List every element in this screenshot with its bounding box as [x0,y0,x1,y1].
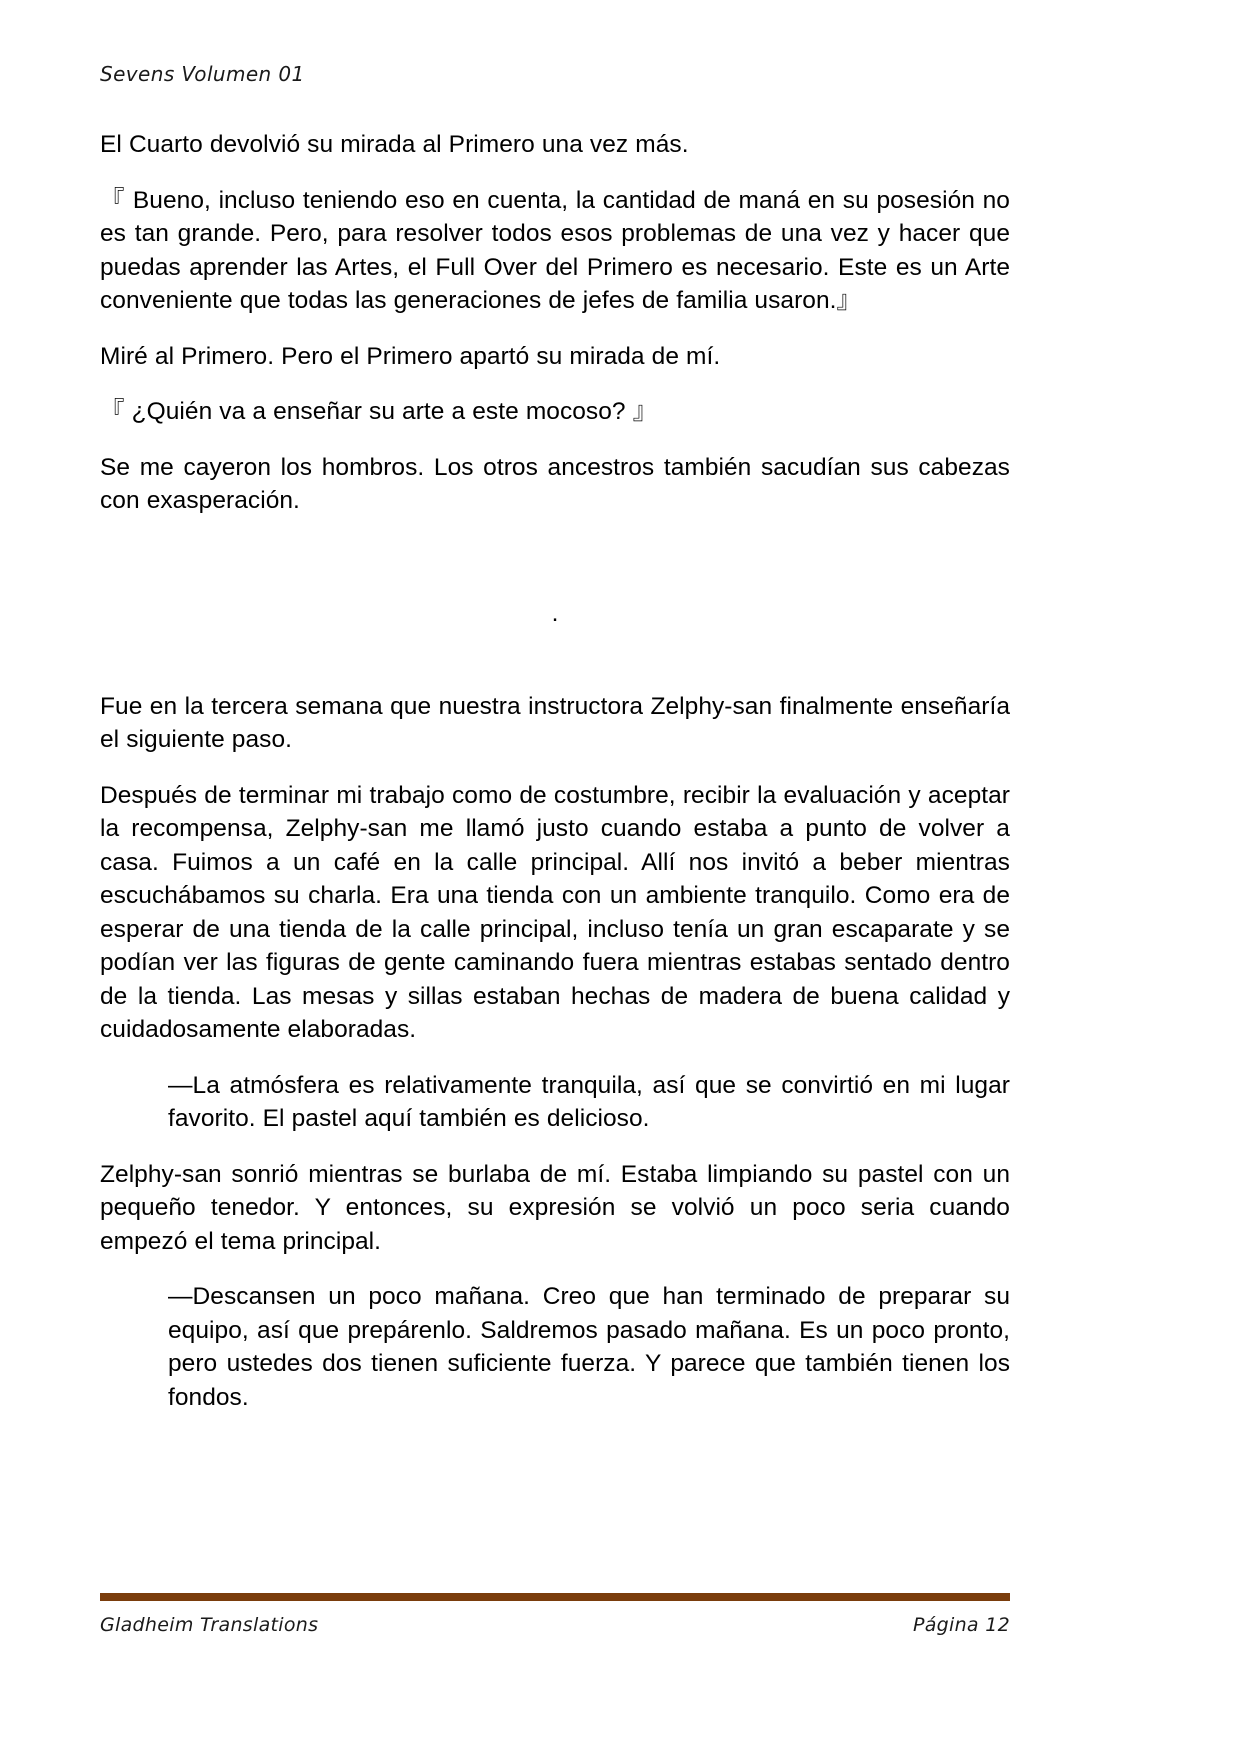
paragraph-6: Fue en la tercera semana que nuestra instructora Zelphy-san finalmente enseñaría el siguiente paso. [100,692,1010,753]
paragraph-3: Miré al Primero. Pero el Primero apartó su mirada de mí. [100,342,721,370]
scene-break-dot: . [551,599,559,627]
paragraph-7: Después de terminar mi trabajo como de costumbre, recibir la evaluación y aceptar la recompensa, Zelphy-san me llamó justo cuando estaba a punto de volver a casa. Fuimos a un café en la calle principal. Allí nos invitó a beber mientras escuchábamos su charla. Era una tienda con un ambiente tranquilo. Como era de esperar de una tienda de la calle principal, incluso tenía un gran escaparate y se podían ver las figuras de gente caminando fuera mientras estabas sentado dentro de la tienda. Las mesas y sillas estaban hechas de madera de buena calidad y cuidadosamente elaboradas. [100,781,1010,1043]
footer-row [100,1614,1010,1636]
footer-translator-credit: Gladheim Translations [100,1614,319,1636]
paragraph-5: Se me cayeron los hombros. Los otros ancestros también sacudían sus cabezas con exasperación. [100,453,1010,514]
paragraph-1: El Cuarto devolvió su mirada al Primero una vez más. [100,131,689,158]
paragraph-8-dialogue: —La atmósfera es relativamente tranquila, así que se convirtió en mi lugar favorito. El pastel aquí también es delicioso. [168,1071,1010,1132]
page-body [100,128,1010,1436]
scene-break [100,540,1010,690]
footer-divider [100,1593,1010,1601]
paragraph-4-quote: 『 ¿Quién va a enseñar su arte a este mocoso? 』 [100,398,658,425]
paragraph-9: Zelphy-san sonrió mientras se burlaba de mí. Estaba limpiando su pastel con un pequeño tenedor. Y entonces, su expresión se volvió un poco seria cuando empezó el tema principal. [100,1160,1010,1255]
page-footer [100,1593,1010,1636]
running-header [100,62,1010,96]
paragraph-2-quote: 『 Bueno, incluso teniendo eso en cuenta, la cantidad de maná en su posesión no es tan grande. Pero, para resolver todos esos problemas de una vez y hacer que puedas aprender las Artes, el Full Over del Primero es necesario. Este es un Arte conveniente que todas las generaciones de jefes de familia usaron.』 [100,186,1010,314]
header-title: Sevens Volumen 01 [100,62,305,86]
footer-page-number: Página 12 [912,1614,1010,1636]
paragraph-10-dialogue: —Descansen un poco mañana. Creo que han terminado de preparar su equipo, así que prepárenlo. Saldremos pasado mañana. Es un poco pronto, pero ustedes dos tienen suficiente fuerza. Y parece que también tienen los fondos. [168,1283,1010,1411]
